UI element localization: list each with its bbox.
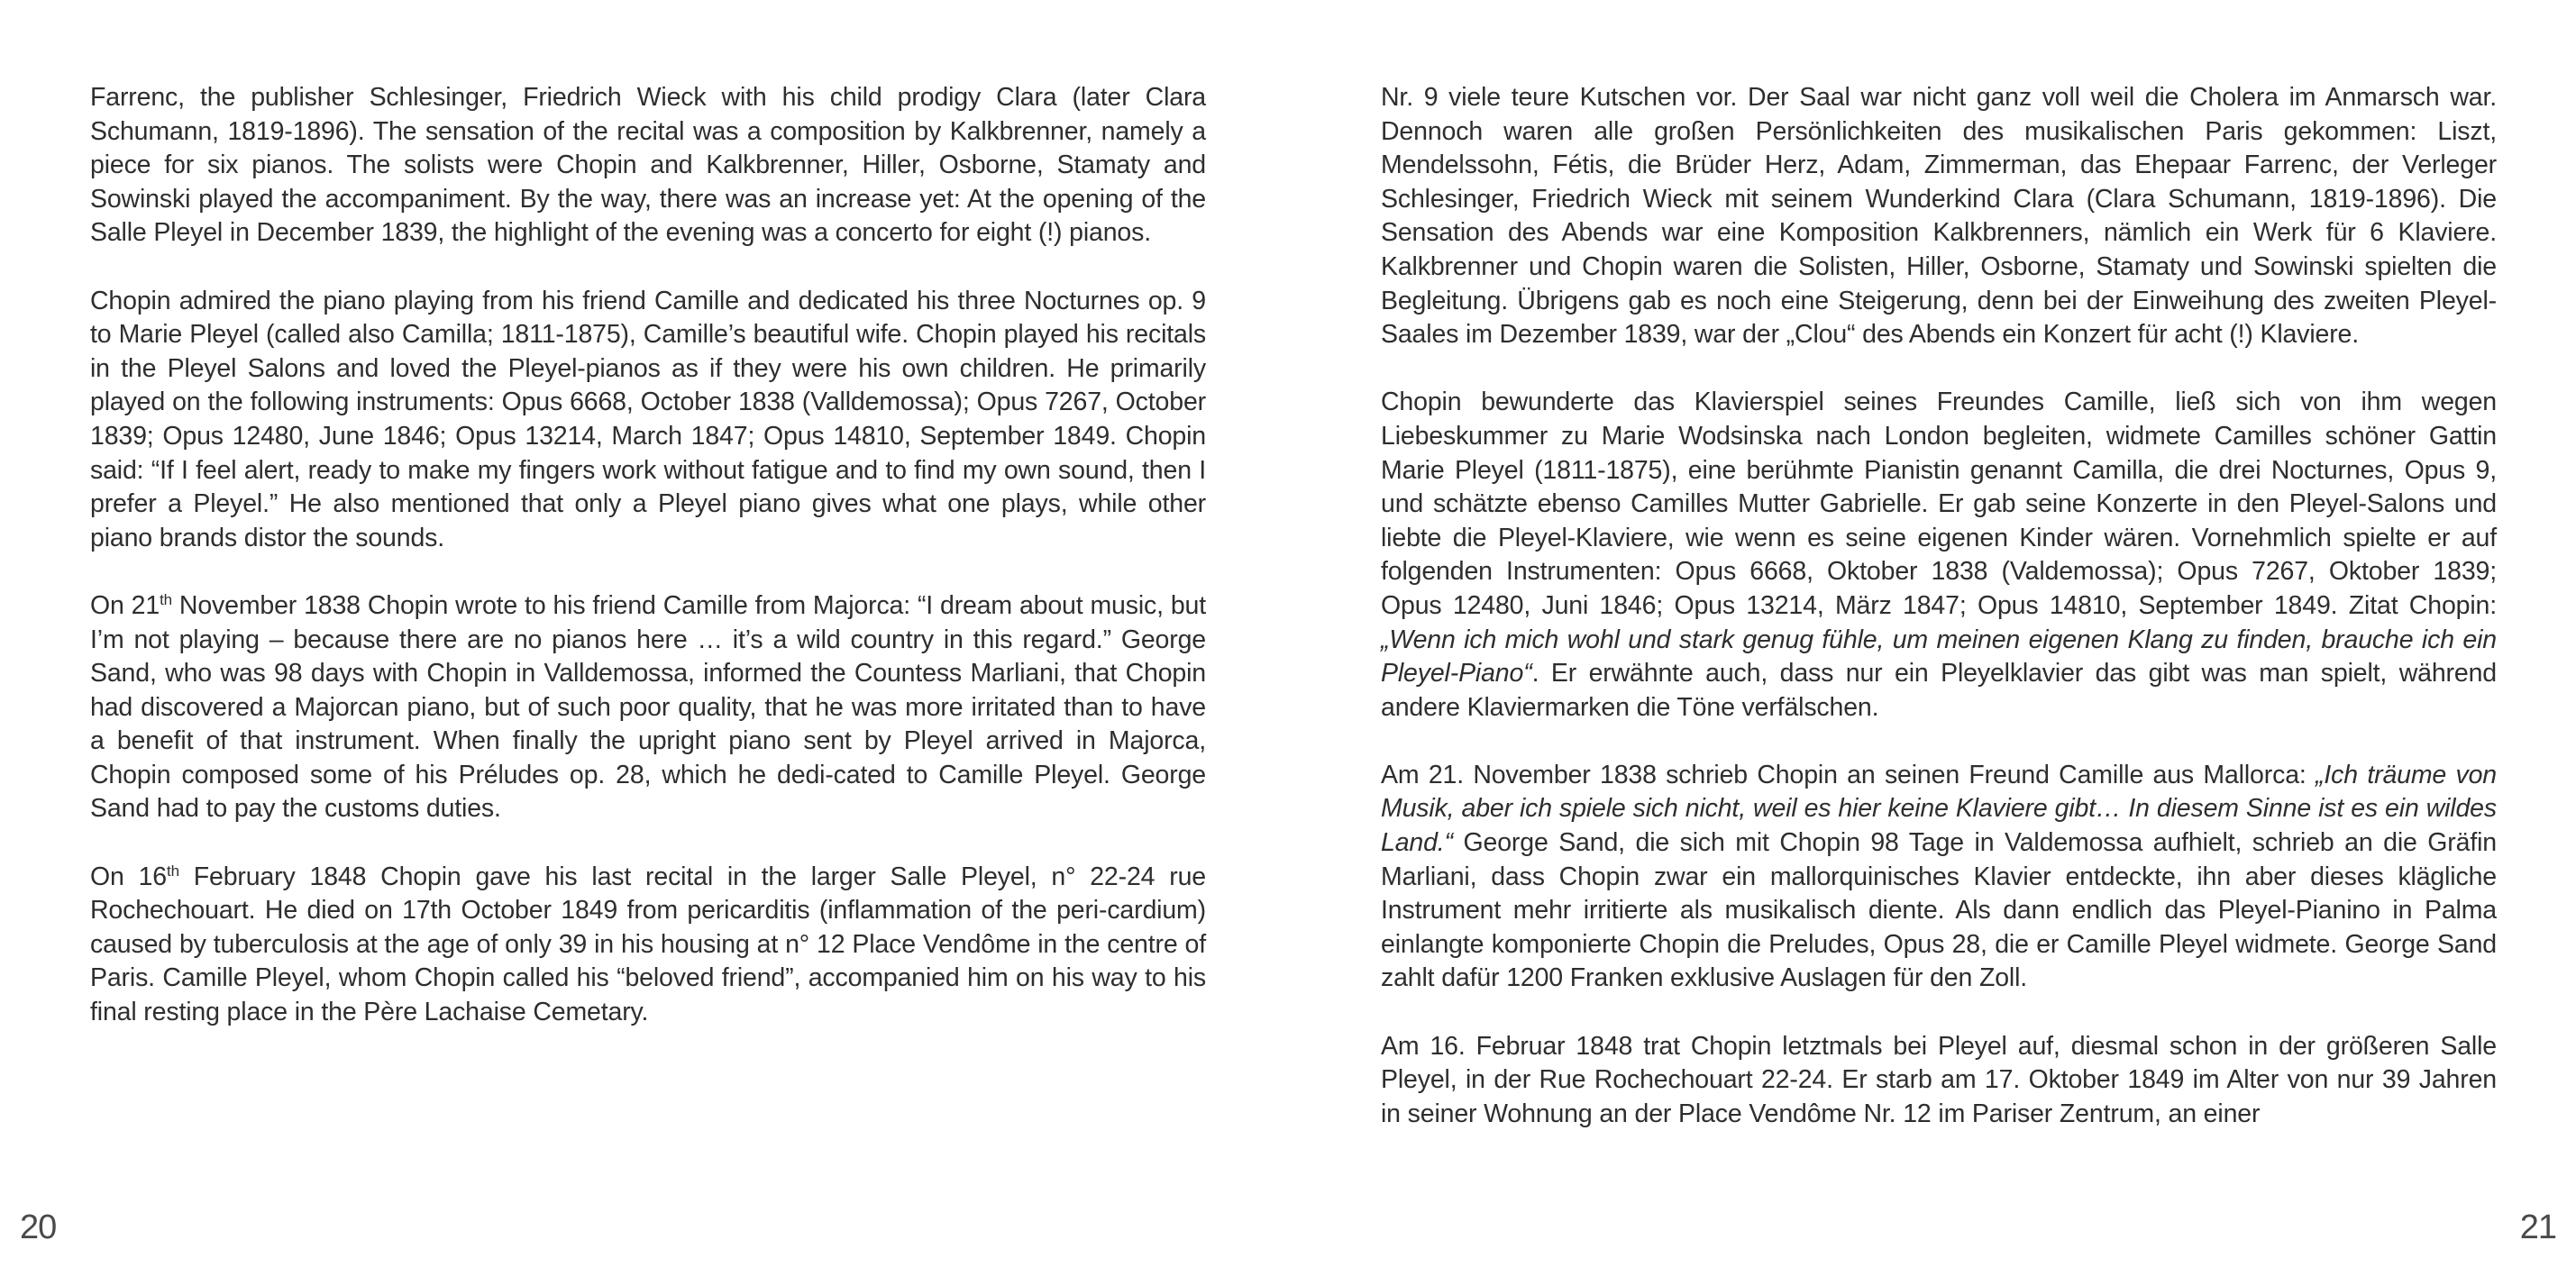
right-paragraph-3-tail: George Sand, die sich mit Chopin 98 Tage in Valdemossa aufhielt, schrieb an die Gräfin Marliani, dass Chopin zwar ein mallorquinisches Klavier entdeckte, ihn aber dieses klägliche Instrument mehr irritierte als musikalisch diente. Als dann endlich das Pleyel-Pianino in Palma einlangte komponierte Chopin die Preludes, Opus 28, die er Camille Pleyel widmete. George Sand zahlt dafür 1200 Franken exklusive Auslagen für den Zoll. xyxy=(1381,828,2497,993)
right-paragraph-2-quote: „Wenn ich mich wohl und stark genug fühle, um meinen eigenen Klang zu finden, brauche ich ein Pleyel-Piano“ xyxy=(1381,625,2497,689)
left-paragraph-3 xyxy=(90,589,1206,826)
right-paragraph-2-tail: . Er erwähnte auch, dass nur ein Pleyelklavier das gibt was man spielt, während andere Klaviermarken die Töne verfälschen. xyxy=(1381,659,2497,722)
right-paragraph-3-text: Am 21. November 1838 schrieb Chopin an seinen Freund Camille aus Mallorca: xyxy=(1381,760,2316,789)
right-paragraph-2 xyxy=(1381,386,2497,725)
right-paragraph-4 xyxy=(1381,1030,2497,1132)
left-paragraph-4-ordinal: th xyxy=(167,862,179,880)
left-paragraph-3-text: November 1838 Chopin wrote to his friend Camille from Majorca: “I dream about music, but I’m not playing – because there are no pianos here … it’s a wild country in this regard.” George Sand, who was 98 days with Chopin in Valldemossa, informed the Countess Marliani, that Chopin had discovered a Majorcan piano, but of such poor quality, that he was more irritated than to have a benefit of that instrument. When finally the upright piano sent by Pleyel arrived in Majorca, Chopin composed some of his Préludes op. 28, which he dedi-cated to Camille Pleyel. George Sand had to pay the customs duties. xyxy=(90,590,1207,824)
right-paragraph-2-text: Chopin bewunderte das Klavierspiel seines Freundes Camille, ließ sich von ihm wegen Liebeskummer zu Marie Wodsinska nach London begleiten, widmete Camilles schöner Gattin Marie Pleyel (1811-1875), eine berühmte Pianistin genannt Camilla, die drei Nocturnes, Opus 9, und schätzte ebenso Camilles Mutter Gabrielle. Er gab seine Konzerte in den Pleyel-Salons und liebte die Pleyel-Klaviere, wie wenn es seine eigenen Kinder wären. Vornehmlich spielte er auf folgenden Instrumenten: Opus 6668, Oktober 1838 (Valdemossa); Opus 7267, Oktober 1839; Opus 12480, Juni 1846; Opus 13214, März 1847; Opus 14810, September 1849. Zitat Chopin: xyxy=(1381,388,2497,620)
left-paragraph-4-lead: On 16 xyxy=(90,862,167,891)
right-text-column xyxy=(1381,81,2497,1131)
left-text-column xyxy=(90,81,1206,1030)
right-page xyxy=(1288,0,2576,1277)
left-paragraph-2 xyxy=(90,285,1206,556)
left-paragraph-3-lead: On 21 xyxy=(90,590,160,620)
right-paragraph-3 xyxy=(1381,759,2497,996)
right-paragraph-3-quote: „Ich träume von Musik, aber ich spiele sich nicht, weil es hier keine Klaviere gibt… In diesem Sinne ist es ein wildes Land.“ xyxy=(1381,760,2498,858)
left-paragraph-4-text: February 1848 Chopin gave his last recital in the larger Salle Pleyel, n° 22-24 rue Rochechouart. He died on 17th October 1849 from pericarditis (inflammation of the peri-cardium) caused by tuberculosis at the age of only 39 in his housing at n° 12 Place Vendôme in the centre of Paris. Camille Pleyel, whom Chopin called his “beloved friend”, accompanied him on his way to his final resting place in the Père Lachaise Cemetary. xyxy=(90,862,1206,1027)
left-paragraph-3-ordinal: th xyxy=(160,590,172,608)
left-paragraph-1 xyxy=(90,81,1206,251)
right-paragraph-1-text: Nr. 9 viele teure Kutschen vor. Der Saal war nicht ganz voll weil die Cholera im Anmarsch war. Dennoch waren alle großen Persönlichkeiten des musikalischen Paris gekommen: Liszt, Mendelssohn, Fétis, die Brüder Herz, Adam, Zimmerman, das Ehepaar Farrenc, der Verleger Schlesinger, Friedrich Wieck mit seinem Wunderkind Clara (Clara Schumann, 1819-1896). Die Sensation des Abends war eine Komposition Kalkbrenners, nämlich ein Werk für 6 Klaviere. Kalkbrenner und Chopin waren die Solisten, Hiller, Osborne, Stamaty und Sowinski spielten die Begleitung. Übrigens gab es noch eine Steigerung, denn bei der Einweihung des zweiten Pleyel-Saales im Dezember 1839, war der „Clou“ des Abends ein Konzert für acht (!) Klaviere. xyxy=(1381,83,2497,350)
right-page-number: 21 xyxy=(2519,1209,2556,1246)
left-paragraph-1-text: Farrenc, the publisher Schlesinger, Friedrich Wieck with his child prodigy Clara (later Clara Schumann, 1819-1896). The sensation of the recital was a composition by Kalkbrenner, namely a piece for six pianos. The solists were Chopin and Kalkbrenner, Hiller, Osborne, Stamaty and Sowinski played the accompaniment. By the way, there was an increase yet: At the opening of the Salle Pleyel in December 1839, the highlight of the evening was a concerto for eight (!) pianos. xyxy=(90,83,1206,248)
right-paragraph-4-text: Am 16. Februar 1848 trat Chopin letztmals bei Pleyel auf, diesmal schon in der größeren Salle Pleyel, in der Rue Rochechouart 22-24. Er starb am 17. Oktober 1849 im Alter von nur 39 Jahren in seiner Wohnung an der Place Vendôme Nr. 12 im Pariser Zentrum, an einer xyxy=(1381,1031,2497,1128)
right-paragraph-1 xyxy=(1381,81,2497,352)
left-paragraph-2-text: Chopin admired the piano playing from his friend Camille and dedicated his three Nocturnes op. 9 to Marie Pleyel (called also Camilla; 1811-1875), Camille’s beautiful wife. Chopin played his recitals in the Pleyel Salons and loved the Pleyel-pianos as if they were his own children. He primarily played on the following instruments: Opus 6668, October 1838 (Valldemossa); Opus 7267, October 1839; Opus 12480, June 1846; Opus 13214, March 1847; Opus 14810, September 1849. Chopin said: “If I feel alert, ready to make my fingers work without fatigue and to find my own sound, then I prefer a Pleyel.” He also mentioned that only a Pleyel piano gives what one plays, while other piano brands distor the sounds. xyxy=(90,286,1206,552)
left-paragraph-4 xyxy=(90,861,1206,1030)
left-page-number: 20 xyxy=(20,1209,57,1246)
